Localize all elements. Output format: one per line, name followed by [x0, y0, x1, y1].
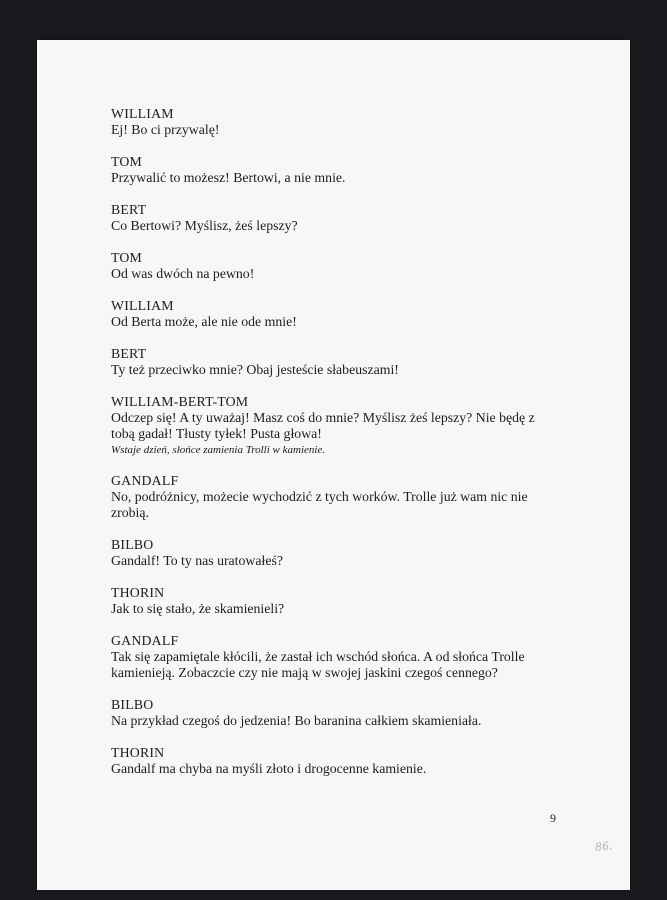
dialogue-block — [111, 697, 581, 729]
speaker-name: WILLIAM — [111, 298, 174, 313]
archive-pencil-mark: 86. — [594, 839, 614, 854]
dialogue-line: Od was dwóch na pewno! — [111, 266, 255, 281]
dialogue-line: Przywalić to możesz! Bertowi, a nie mnie. — [111, 170, 346, 185]
dialogue-line: zrobią. — [111, 505, 149, 520]
speaker-name: WILLIAM — [111, 106, 174, 121]
speaker-name: GANDALF — [111, 473, 179, 488]
dialogue-block — [111, 633, 581, 681]
dialogue-line: Co Bertowi? Myślisz, żeś lepszy? — [111, 218, 298, 233]
speaker-name: BILBO — [111, 697, 154, 712]
dialogue-line: kamienieją. Zobaczcie czy nie mają w swojej jaskini czegoś cennego? — [111, 665, 498, 680]
speaker-name: WILLIAM-BERT-TOM — [111, 394, 249, 409]
speaker-name: THORIN — [111, 745, 165, 760]
dialogue-block — [111, 250, 581, 282]
dialogue-line: Gandalf ma chyba na myśli złoto i drogocenne kamienie. — [111, 761, 427, 776]
dialogue-block — [111, 202, 581, 234]
dialogue-script — [111, 106, 581, 793]
page-number: 9 — [550, 811, 556, 825]
speaker-name: BERT — [111, 202, 147, 217]
dialogue-block — [111, 394, 581, 457]
dialogue-line: Tak się zapamiętale kłócili, że zastał ich wschód słońca. A od słońca Trolle — [111, 649, 525, 664]
dialogue-block — [111, 106, 581, 138]
speaker-name: BERT — [111, 346, 147, 361]
dialogue-line: Ty też przeciwko mnie? Obaj jesteście słabeuszami! — [111, 362, 399, 377]
speaker-name: GANDALF — [111, 633, 179, 648]
speaker-name: THORIN — [111, 585, 165, 600]
speaker-name: TOM — [111, 154, 143, 169]
speaker-name: TOM — [111, 250, 143, 265]
dialogue-block — [111, 745, 581, 777]
dialogue-line: Jak to się stało, że skamienieli? — [111, 601, 285, 616]
dialogue-block — [111, 473, 581, 521]
dialogue-line: Ej! Bo ci przywalę! — [111, 122, 220, 137]
dialogue-block — [111, 154, 581, 186]
speaker-name: BILBO — [111, 537, 154, 552]
script-page — [37, 40, 630, 890]
dialogue-line: Gandalf! To ty nas uratowałeś? — [111, 553, 283, 568]
dialogue-line: Odczep się! A ty uważaj! Masz coś do mnie? Myślisz żeś lepszy? Nie będę z — [111, 410, 535, 425]
dialogue-block — [111, 585, 581, 617]
dialogue-block — [111, 298, 581, 330]
dialogue-block — [111, 346, 581, 378]
dialogue-line: Od Berta może, ale nie ode mnie! — [111, 314, 297, 329]
dialogue-line: Na przykład czegoś do jedzenia! Bo baranina całkiem skamieniała. — [111, 713, 482, 728]
dialogue-block — [111, 537, 581, 569]
dialogue-line: tobą gadał! Tłusty tyłek! Pusta głowa! — [111, 426, 322, 441]
stage-direction: Wstaje dzień, słońce zamienia Trolli w kamienie. — [111, 444, 326, 456]
dialogue-line: No, podróżnicy, możecie wychodzić z tych worków. Trolle już wam nic nie — [111, 489, 528, 504]
